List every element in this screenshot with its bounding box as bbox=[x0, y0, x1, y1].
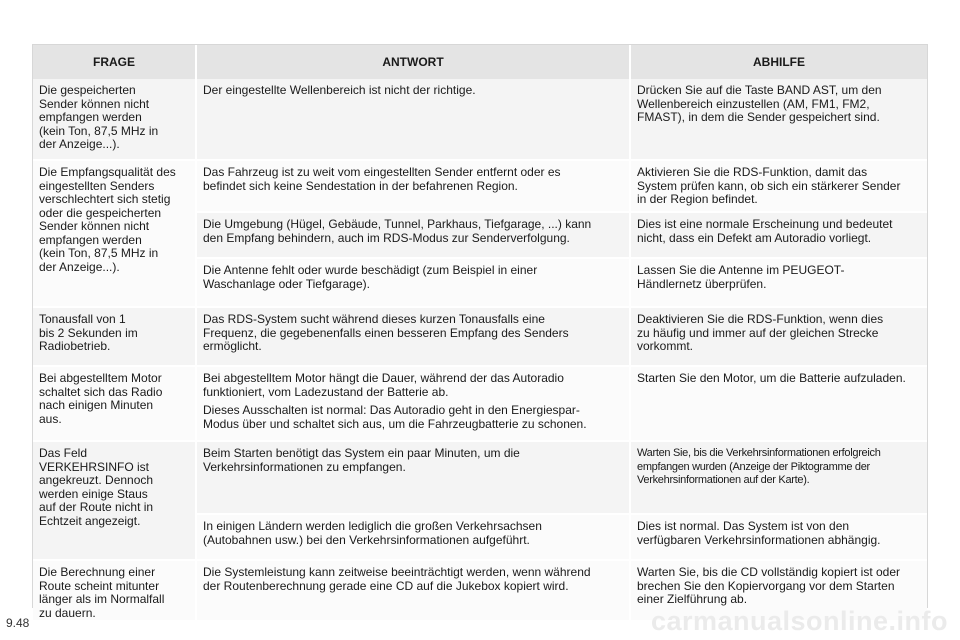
row2c-antwort: Die Antenne fehlt oder wurde beschädigt (zum Beispiel in einer Waschanlage oder Tiefgarage). bbox=[195, 257, 629, 306]
row4-frage: Bei abgestelltem Motor schaltet sich das Radio nach einigen Minuten aus. bbox=[33, 365, 195, 440]
row5a-antwort: Beim Starten benötigt das System ein paar Minuten, um die Verkehrsinformationen zu empfangen. bbox=[195, 440, 629, 513]
page-number: 9.48 bbox=[6, 616, 30, 630]
row4-antwort: Bei abgestelltem Motor hängt die Dauer, während der das Autoradio funktioniert, vom Ladezustand der Batterie ab. Dieses Ausschalten ist normal: Das Autoradio geht in den Energiespar- Modus über und schaltet sich aus, um die Fahrzeugbatterie zu schonen. bbox=[195, 365, 629, 440]
row2b-antwort: Die Umgebung (Hügel, Gebäude, Tunnel, Parkhaus, Tiefgarage, ...) kann den Empfang behindern, auch im RDS-Modus zur Senderverfolgung. bbox=[195, 211, 629, 257]
row1-antwort: Der eingestellte Wellenbereich ist nicht der richtige. bbox=[195, 79, 629, 159]
row3-abhilfe: Deaktivieren Sie die RDS-Funktion, wenn dies zu häufig und immer auf der gleichen Strecke vorkommt. bbox=[629, 306, 927, 365]
row6-antwort: Die Systemleistung kann zeitweise beeinträchtigt werden, wenn während der Routenberechnung gerade eine CD auf die Jukebox kopiert wird. bbox=[195, 559, 629, 620]
row2-frage: Die Empfangsqualität des eingestellten Senders verschlechtert sich stetig oder die gespeicherten Sender können nicht empfangen werden (kein Ton, 87,5 MHz in der Anzeige...). bbox=[33, 159, 195, 306]
troubleshooting-table bbox=[32, 44, 928, 620]
row2a-abhilfe: Aktivieren Sie die RDS-Funktion, damit das System prüfen kann, ob sich ein stärkerer Sender in der Region befindet. bbox=[629, 159, 927, 211]
row6-abhilfe: Warten Sie, bis die CD vollständig kopiert ist oder brechen Sie den Kopiervorgang vor dem Starten einer Zielführung ab. bbox=[629, 559, 927, 620]
row5b-antwort: In einigen Ländern werden lediglich die großen Verkehrsachsen (Autobahnen usw.) bei den Verkehrsinformationen aufgeführt. bbox=[195, 513, 629, 559]
header-abhilfe: ABHILFE bbox=[629, 45, 927, 79]
row4-abhilfe: Starten Sie den Motor, um die Batterie aufzuladen. bbox=[629, 365, 927, 440]
header-frage: FRAGE bbox=[33, 45, 195, 79]
row6-frage: Die Berechnung einer Route scheint mitunter länger als im Normalfall zu dauern. bbox=[33, 559, 195, 620]
row2b-abhilfe: Dies ist eine normale Erscheinung und bedeutet nicht, dass ein Defekt am Autoradio vorliegt. bbox=[629, 211, 927, 257]
row4-antwort-paragraph2: Dieses Ausschalten ist normal: Das Autoradio geht in den Energiespar- Modus über und schaltet sich aus, um die Fahrzeugbatterie zu schonen. bbox=[203, 403, 587, 431]
row2a-antwort: Das Fahrzeug ist zu weit vom eingestellten Sender entfernt oder es befindet sich keine Sendestation in der befahrenen Region. bbox=[195, 159, 629, 211]
row1-frage: Die gespeicherten Sender können nicht empfangen werden (kein Ton, 87,5 MHz in der Anzeige...). bbox=[33, 79, 195, 159]
header-antwort: ANTWORT bbox=[195, 45, 629, 79]
row5b-abhilfe: Dies ist normal. Das System ist von den verfügbaren Verkehrsinformationen abhängig. bbox=[629, 513, 927, 559]
row5-frage: Das Feld VERKEHRSINFO ist angekreuzt. Dennoch werden einige Staus auf der Route nicht in Echtzeit angezeigt. bbox=[33, 440, 195, 559]
row1-abhilfe: Drücken Sie auf die Taste BAND AST, um den Wellenbereich einzustellen (AM, FM1, FM2, FMAST), in dem die Sender gespeichert sind. bbox=[629, 79, 927, 159]
row3-frage: Tonausfall von 1 bis 2 Sekunden im Radiobetrieb. bbox=[33, 306, 195, 365]
watermark-logo: carmanualsonline.info bbox=[650, 606, 948, 636]
row2c-abhilfe: Lassen Sie die Antenne im PEUGEOT- Händlernetz überprüfen. bbox=[629, 257, 927, 306]
row3-antwort: Das RDS-System sucht während dieses kurzen Tonausfalls eine Frequenz, die gegebenenfalls einen besseren Empfang des Senders ermöglicht. bbox=[195, 306, 629, 365]
row5a-abhilfe: Warten Sie, bis die Verkehrsinformationen erfolgreich empfangen wurden (Anzeige der Piktogramme der Verkehrsinformationen auf der Karte). bbox=[629, 440, 927, 513]
